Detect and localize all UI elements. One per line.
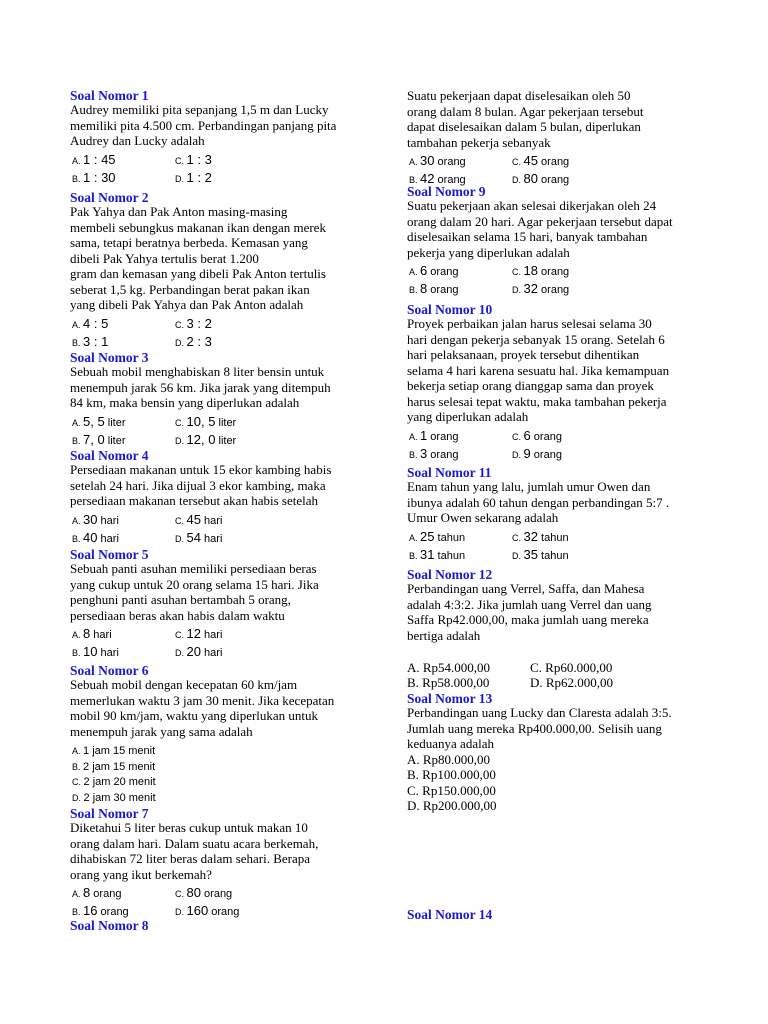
option-letter: B. xyxy=(72,907,84,917)
question-text-line: pekerja yang diperlukan adalah xyxy=(407,244,570,260)
question-text-line: Sebuah mobil dengan kecepatan 60 km/jam xyxy=(70,677,298,692)
question-text-line: orang dalam hari. Dalam suatu acara berkemah, xyxy=(70,835,319,851)
option-unit: jam 15 menit xyxy=(89,745,156,757)
question-text-line: B. Rp100.000,00 xyxy=(407,767,496,782)
option-letter: D. xyxy=(512,449,524,460)
question-text-line: hari dengan pekerja sebanyak 15 orang. Setelah 6 xyxy=(407,331,665,347)
question-text-line: tambahan pekerja sebanyak xyxy=(407,134,551,150)
option-unit: hari xyxy=(97,647,119,659)
answer-option: A. Rp54.000,00 xyxy=(407,660,491,675)
answer-option: B. Rp58.000,00 xyxy=(407,675,490,690)
question-text-line: Suatu pekerjaan akan selesai dikerjakan oleh 24 xyxy=(407,198,657,213)
answer-option xyxy=(175,414,236,431)
option-value: 32 xyxy=(523,528,538,544)
question-text-line: membeli sebungkus makanan ikan dengan merek xyxy=(70,219,326,235)
option-unit: tahun xyxy=(537,531,569,544)
option-value: 80 xyxy=(523,171,538,186)
option-unit: hari xyxy=(97,514,119,527)
option-value: 2 xyxy=(83,791,90,804)
option-value: 32 xyxy=(523,281,538,296)
option-letter: C. xyxy=(175,417,187,428)
option-value: 31 xyxy=(420,546,435,562)
question-text-line: Diketahui 5 liter beras cukup untuk makan 10 xyxy=(70,820,308,835)
option-value: 10, 5 xyxy=(186,413,216,429)
answer-option xyxy=(175,644,222,661)
question-text-line: Enam tahun yang lalu, jumlah umur Owen dan xyxy=(407,479,651,494)
question-text-line: persediaan beras akan habis dalam waktu xyxy=(70,607,285,623)
option-letter: B. xyxy=(72,648,84,658)
question-text-line: adalah 4:3:2. Jika jumlah uang Verrel dan uang xyxy=(407,596,652,612)
option-letter: D. xyxy=(175,648,187,658)
option-unit: jam 20 menit xyxy=(89,776,156,788)
option-unit: orang xyxy=(537,174,570,186)
option-value: 10 xyxy=(83,644,98,659)
option-unit: orang xyxy=(90,888,122,900)
option-letter: D. xyxy=(175,337,187,348)
option-value: 35 xyxy=(523,546,538,562)
question-text-line: bekerja setiap orang dianggap sama dan proyek xyxy=(407,378,654,393)
question-text-line: C. Rp150.000,00 xyxy=(407,782,496,798)
option-letter: D. xyxy=(72,792,84,803)
question-text-line: Perbandingan uang Lucky dan Claresta adalah 3:5. xyxy=(407,705,672,720)
question-text-line: Audrey dan Lucky adalah xyxy=(70,133,205,148)
question-text-line: menempuh jarak 56 km. Jika jarak yang ditempuh xyxy=(70,379,331,395)
question-text-line: diselesaikan selama 15 hari, banyak tambahan xyxy=(407,229,648,244)
question-title: Soal Nomor 10 xyxy=(407,302,493,317)
option-letter: A. xyxy=(72,515,84,526)
option-value: 8 xyxy=(420,281,428,296)
question-text-line: keduanya adalah xyxy=(407,736,494,751)
option-value: 16 xyxy=(83,903,98,918)
option-letter: A. xyxy=(409,157,421,167)
option-value: 30 xyxy=(83,511,98,527)
answer-option xyxy=(175,432,236,449)
answer-option xyxy=(409,529,465,546)
option-value: 1 : 2 xyxy=(186,169,212,185)
option-value: 45 xyxy=(523,153,538,168)
option-value: 4 : 5 xyxy=(83,315,109,331)
answer-option: D. Rp62.000,00 xyxy=(530,675,614,690)
question-title: Soal Nomor 8 xyxy=(70,918,149,933)
question-title: Soal Nomor 2 xyxy=(70,190,149,205)
answer-option xyxy=(175,885,232,902)
question-text-line: D. Rp200.000,00 xyxy=(407,798,497,813)
option-unit: hari xyxy=(90,629,112,641)
answer-option xyxy=(512,263,569,280)
question-text-line: gram dan kemasan yang dibeli Pak Anton tertulis xyxy=(70,266,326,281)
answer-option xyxy=(72,789,156,806)
option-unit: orang xyxy=(427,284,459,296)
option-unit: liter xyxy=(215,416,237,429)
question-text-line: Umur Owen sekarang adalah xyxy=(407,510,559,525)
answer-option xyxy=(175,530,222,547)
option-letter: D. xyxy=(175,173,187,184)
option-letter: D. xyxy=(175,907,187,917)
option-letter: C. xyxy=(175,630,187,640)
option-letter: A. xyxy=(72,889,84,899)
question-text-line: setelah 24 hari. Jika dijual 3 ekor kambing, maka xyxy=(70,477,326,493)
option-value: 18 xyxy=(523,263,538,278)
option-unit: liter xyxy=(104,434,126,447)
option-unit: tahun xyxy=(537,549,569,562)
answer-option xyxy=(175,334,212,351)
option-letter: C. xyxy=(512,431,524,442)
option-letter: B. xyxy=(409,285,421,295)
question-text-line: mobil 90 km/jam, waktu yang diperlukan untuk xyxy=(70,708,319,723)
option-letter: A. xyxy=(72,630,84,640)
answer-option xyxy=(72,758,155,775)
question-text-line: hari pelaksanaan, proyek tersebut dihentikan xyxy=(407,347,640,362)
question-title: Soal Nomor 1 xyxy=(70,88,149,103)
question-title: Soal Nomor 9 xyxy=(407,184,486,199)
question-text-line: persediaan makanan tersebut akan habis setelah xyxy=(70,493,318,508)
answer-option xyxy=(512,446,562,463)
option-value: 20 xyxy=(186,644,201,659)
question-text-line: Jumlah uang mereka Rp400.000,00. Selisih uang xyxy=(407,720,662,736)
answer-option xyxy=(175,626,222,643)
question-text-line: dibeli Pak Yahya tertulis berat 1.200 xyxy=(70,250,259,266)
option-value: 45 xyxy=(186,511,201,527)
option-unit: orang xyxy=(97,906,129,918)
option-letter: B. xyxy=(409,175,421,185)
option-letter: C. xyxy=(175,515,187,526)
question-text-line: Proyek perbaikan jalan harus selesai selama 30 xyxy=(407,316,652,331)
question-text-line: Suatu pekerjaan dapat diselesaikan oleh 50 xyxy=(407,88,631,103)
question-title: Soal Nomor 4 xyxy=(70,448,149,463)
question-text-line: Persediaan makanan untuk 15 ekor kambing habis xyxy=(70,462,332,477)
option-value: 42 xyxy=(420,171,435,186)
question-text-line: bertiga adalah xyxy=(407,627,481,643)
question-text-line: yang dibeli Pak Yahya dan Pak Anton adalah xyxy=(70,297,304,312)
option-unit: liter xyxy=(104,416,126,429)
option-letter: A. xyxy=(409,431,421,442)
option-unit: orang xyxy=(434,156,466,168)
option-letter: B. xyxy=(72,435,84,446)
option-value: 2 : 3 xyxy=(186,333,212,349)
answer-option xyxy=(72,644,119,661)
question-text-line: orang yang ikut berkemah? xyxy=(70,866,212,882)
option-letter: A. xyxy=(72,155,84,166)
answer-option xyxy=(72,773,156,790)
answer-option xyxy=(175,170,212,187)
answer-option xyxy=(409,446,458,463)
question-text-line: Audrey memiliki pita sepanjang 1,5 m dan Lucky xyxy=(70,102,329,117)
option-value: 54 xyxy=(186,529,201,545)
option-letter: C. xyxy=(512,267,524,277)
option-unit: orang xyxy=(427,430,459,443)
option-letter: C. xyxy=(72,777,84,787)
answer-option xyxy=(175,903,239,920)
option-value: 6 xyxy=(523,427,531,443)
option-value: 12 xyxy=(186,626,201,641)
answer-option xyxy=(175,512,222,529)
answer-option xyxy=(72,170,116,187)
option-letter: C. xyxy=(175,155,187,166)
option-unit: hari xyxy=(200,629,223,641)
question-text-line: memerlukan waktu 3 jam 30 menit. Jika kecepatan xyxy=(70,692,335,708)
option-letter: C. xyxy=(175,319,187,330)
option-letter: A. xyxy=(72,746,84,756)
option-unit: orang xyxy=(434,174,466,186)
option-value: 30 xyxy=(420,153,435,168)
option-value: 8 xyxy=(83,626,91,641)
option-value: 80 xyxy=(186,885,201,900)
question-text-line: Pak Yahya dan Pak Anton masing-masing xyxy=(70,204,288,219)
option-letter: B. xyxy=(72,533,84,544)
option-value: 6 xyxy=(420,263,428,278)
answer-option xyxy=(72,414,125,431)
option-letter: A. xyxy=(72,417,84,428)
question-text-line: dihabiskan 72 liter beras dalam sehari. Berapa xyxy=(70,851,311,866)
option-unit: orang xyxy=(208,906,240,918)
question-title: Soal Nomor 11 xyxy=(407,465,492,480)
question-title: Soal Nomor 5 xyxy=(70,547,149,562)
option-value: 1 xyxy=(420,427,428,443)
question-text-line: dapat diselesaikan dalam 5 bulan, diperlukan xyxy=(407,119,641,134)
option-letter: D. xyxy=(512,175,524,185)
question-text-line: yang cukup untuk 20 orang selama 15 hari. Jika xyxy=(70,576,319,592)
option-unit: jam 15 menit xyxy=(89,760,156,773)
answer-option xyxy=(72,512,119,529)
answer-option xyxy=(72,316,108,333)
question-title: Soal Nomor 3 xyxy=(70,350,149,365)
option-letter: B. xyxy=(72,173,84,184)
question-title: Soal Nomor 6 xyxy=(70,663,149,678)
option-letter: C. xyxy=(512,157,524,167)
answer-option xyxy=(175,152,212,169)
option-letter: D. xyxy=(175,533,187,544)
option-value: 3 : 1 xyxy=(83,333,109,349)
question-text-line: A. Rp80.000,00 xyxy=(407,751,491,767)
answer-option xyxy=(175,316,212,333)
option-value: 12, 0 xyxy=(186,431,216,447)
option-letter: C. xyxy=(175,889,187,899)
option-letter: C. xyxy=(512,532,524,543)
question-text-line: sama, tetapi beratnya berbeda. Kemasan yang xyxy=(70,235,308,250)
question-text-line: Saffa Rp42.000,00, maka jumlah uang mereka xyxy=(407,612,649,627)
option-value: 25 xyxy=(420,528,435,544)
question-title: Soal Nomor 7 xyxy=(70,806,149,821)
option-value: 160 xyxy=(186,903,209,918)
option-value: 1 : 3 xyxy=(186,151,212,167)
question-text-line: ibunya adalah 60 tahun dengan perbandingan 5:7 . xyxy=(407,494,670,510)
question-title: Soal Nomor 13 xyxy=(407,691,493,706)
option-letter: D. xyxy=(512,285,524,295)
option-letter: D. xyxy=(175,435,187,446)
option-letter: B. xyxy=(72,761,84,772)
answer-option xyxy=(409,263,458,280)
option-unit: tahun xyxy=(434,531,466,544)
answer-option xyxy=(72,152,116,169)
option-unit: hari xyxy=(200,647,223,659)
answer-option xyxy=(409,428,458,445)
answer-option xyxy=(512,171,569,188)
option-value: 5, 5 xyxy=(83,413,105,429)
answer-option xyxy=(72,626,112,643)
question-text-line: 84 km, maka bensin yang diperlukan adalah xyxy=(70,395,300,410)
option-unit: hari xyxy=(200,532,223,545)
answer-option xyxy=(512,281,569,298)
option-value: 8 xyxy=(83,885,91,900)
answer-option xyxy=(512,428,562,445)
option-letter: A. xyxy=(409,267,421,277)
option-unit: hari xyxy=(200,514,223,527)
option-letter: A. xyxy=(409,532,421,543)
option-value: 40 xyxy=(83,529,98,545)
answer-option xyxy=(409,547,465,564)
option-value: 3 : 2 xyxy=(186,315,212,331)
question-title: Soal Nomor 12 xyxy=(407,567,493,582)
option-value: 2 xyxy=(83,760,90,773)
question-text-line: menempuh jarak yang sama adalah xyxy=(70,723,253,739)
question-text-line: harus selesai tepat waktu, maka tambahan pekerja xyxy=(407,393,667,409)
answer-option xyxy=(512,529,569,546)
answer-option xyxy=(409,153,466,170)
answer-option xyxy=(512,153,569,170)
question-text-line: memiliki pita 4.500 cm. Perbandingan panjang pita xyxy=(70,117,337,133)
answer-option xyxy=(72,432,125,449)
option-value: 2 xyxy=(83,776,90,788)
answer-option xyxy=(72,885,121,902)
option-letter: A. xyxy=(72,319,84,330)
option-unit: orang xyxy=(537,284,570,296)
option-unit: tahun xyxy=(434,549,466,562)
option-unit: liter xyxy=(215,434,237,447)
option-letter: B. xyxy=(409,449,421,460)
option-unit: hari xyxy=(97,532,119,545)
option-letter: B. xyxy=(72,337,84,348)
option-unit: orang xyxy=(530,430,562,443)
answer-option xyxy=(72,742,155,759)
option-unit: orang xyxy=(530,448,562,461)
question-text-line: Sebuah mobil menghabiskan 8 liter bensin untuk xyxy=(70,364,325,379)
question-text-line: seberat 1,5 kg. Perbandingan berat pakan ikan xyxy=(70,281,310,297)
question-text-line: Perbandingan uang Verrel, Saffa, dan Mahesa xyxy=(407,581,645,596)
option-unit: orang xyxy=(537,266,570,278)
option-value: 1 xyxy=(83,745,90,757)
option-letter: B. xyxy=(409,550,421,561)
answer-option xyxy=(409,281,458,298)
question-text-line: orang dalam 8 bulan. Agar pekerjaan tersebut xyxy=(407,103,644,119)
answer-option xyxy=(512,547,569,564)
question-text-line: Sebuah panti asuhan memiliki persediaan beras xyxy=(70,561,317,576)
option-value: 1 : 30 xyxy=(83,169,116,185)
question-text-line: orang dalam 20 hari. Agar pekerjaan tersebut dapat xyxy=(407,213,673,229)
option-unit: orang xyxy=(537,156,570,168)
question-title: Soal Nomor 14 xyxy=(407,907,493,922)
option-unit: jam 30 menit xyxy=(89,791,156,804)
question-text-line: yang diperlukan adalah xyxy=(407,409,529,424)
option-value: 9 xyxy=(523,445,531,461)
answer-option xyxy=(72,530,119,547)
question-text-line: penghuni panti asuhan bertambah 5 orang, xyxy=(70,592,291,607)
option-value: 3 xyxy=(420,445,428,461)
option-value: 7, 0 xyxy=(83,431,105,447)
option-letter: D. xyxy=(512,550,524,561)
option-unit: orang xyxy=(427,266,459,278)
option-value: 1 : 45 xyxy=(83,151,116,167)
answer-option: C. Rp60.000,00 xyxy=(530,660,613,675)
answer-option xyxy=(72,334,108,351)
option-unit: orang xyxy=(427,448,459,461)
question-text-line: selama 4 hari karena sesuatu hal. Jika kemampuan xyxy=(407,362,670,378)
option-unit: orang xyxy=(200,888,233,900)
